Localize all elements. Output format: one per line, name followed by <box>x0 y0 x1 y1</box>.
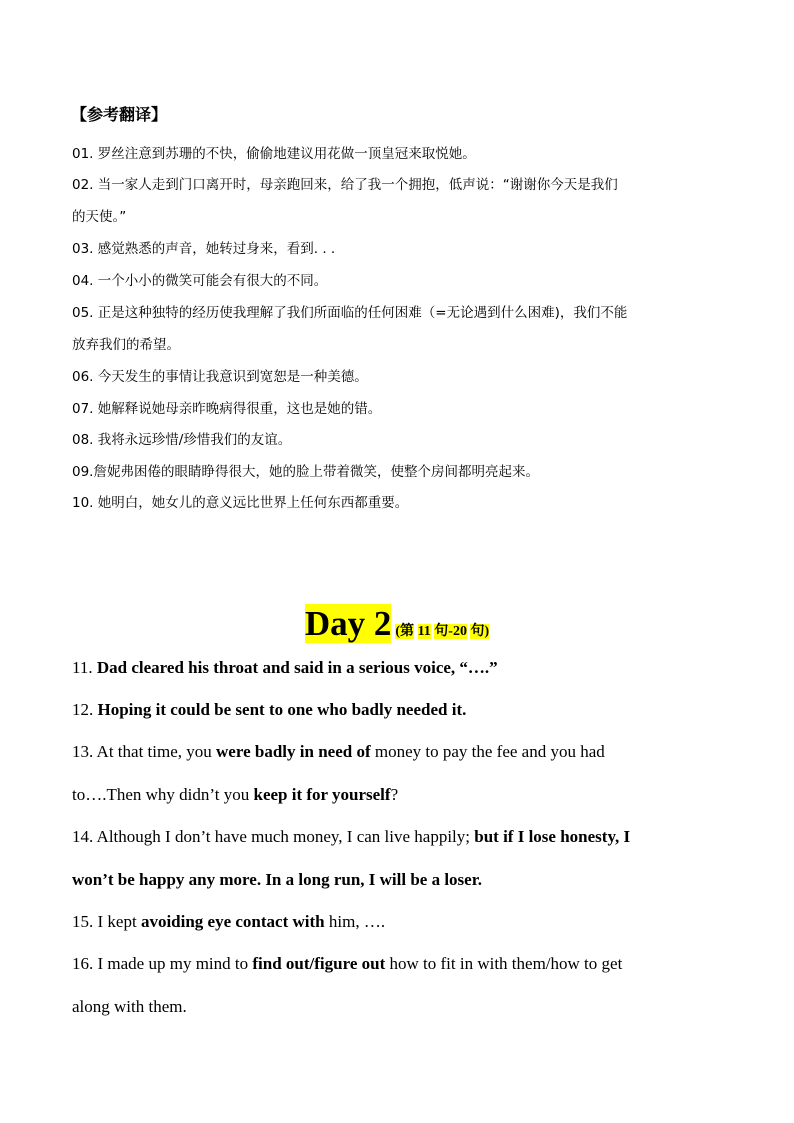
day-range-part: (第 <box>395 624 415 639</box>
sentence-line <box>72 825 630 849</box>
sentence-line <box>72 740 605 764</box>
translation-line: 01. 罗丝注意到苏珊的不快，偷偷地建议用花做一顶皇冠来取悦她。 <box>72 146 476 162</box>
sentence-bold-text: Dad cleared his throat and said in a serious voice, “….” <box>96 658 498 677</box>
translation-line: 08. 我将永远珍惜/珍惜我们的友谊。 <box>72 432 292 448</box>
sentence-line <box>72 698 466 722</box>
sentence-text: 12. <box>72 700 98 719</box>
day-range-part: 句-20 <box>434 624 467 639</box>
sentence-text: to….Then why didn’t you <box>72 785 254 804</box>
translation-line: 放弃我们的希望。 <box>72 337 180 353</box>
translation-line: 02. 当一家人走到门口离开时，母亲跑回来，给了我一个拥抱，低声说：“谢谢你今天是我们 <box>72 177 618 193</box>
translation-line: 04. 一个小小的微笑可能会有很大的不同。 <box>72 273 328 289</box>
translation-line: 06. 今天发生的事情让我意识到宽恕是一种美德。 <box>72 369 368 385</box>
sentence-text: 13. At that time, you <box>72 742 217 761</box>
sentence-line <box>72 783 398 807</box>
sentence-line <box>72 952 622 976</box>
sentence-text: along with them. <box>72 997 187 1016</box>
translation-line: 03. 感觉熟悉的声音，她转过身来，看到. . . <box>72 241 336 257</box>
sentence-text: 14. Although I don’t have much money, I can live happily; <box>72 827 475 846</box>
sentence-bold-text: Hoping it could be sent to one who badly needed it. <box>97 700 467 719</box>
sentence-bold-text: keep it for yourself <box>253 785 391 804</box>
translation-line: 07. 她解释说她母亲昨晚病得很重，这也是她的错。 <box>72 401 382 417</box>
sentence-bold-text: avoiding eye contact with <box>140 912 325 931</box>
day-range-part: 11 <box>417 624 431 639</box>
sentence-line <box>72 995 187 1019</box>
sentence-line <box>72 868 482 892</box>
sentence-text: him, …. <box>324 912 386 931</box>
sentence-text: ? <box>390 785 399 804</box>
sentence-text: 15. I kept <box>72 912 141 931</box>
sentence-text: how to fit in with them/how to get <box>385 954 623 973</box>
day-title: Day 2 <box>304 604 392 643</box>
translation-line: 09.詹妮弗困倦的眼睛睁得很大，她的脸上带着微笑，使整个房间都明亮起来。 <box>72 464 539 480</box>
sentence-text: 11. <box>72 658 97 677</box>
translation-line: 10. 她明白，她女儿的意义远比世界上任何东西都重要。 <box>72 495 409 511</box>
day-range-part: 句) <box>470 624 490 639</box>
sentence-text: money to pay the fee and you had <box>370 742 605 761</box>
sentence-line <box>72 656 498 680</box>
sentence-bold-text: find out/figure out <box>252 954 386 973</box>
day-heading <box>0 602 794 646</box>
sentence-text: 16. I made up my mind to <box>72 954 253 973</box>
day-range <box>395 624 489 639</box>
sentence-bold-text: but if I lose honesty, I <box>474 827 631 846</box>
translation-heading: 【参考翻译】 <box>71 105 168 124</box>
translation-line: 05. 正是这种独特的经历使我理解了我们所面临的任何困难（=无论遇到什么困难)，我们不能 <box>72 305 628 321</box>
translation-line: 的天使。” <box>72 209 127 225</box>
sentence-bold-text: were badly in need of <box>216 742 371 761</box>
sentence-bold-text: won’t be happy any more. In a long run, I will be a loser. <box>72 870 482 889</box>
sentence-line <box>72 910 385 934</box>
